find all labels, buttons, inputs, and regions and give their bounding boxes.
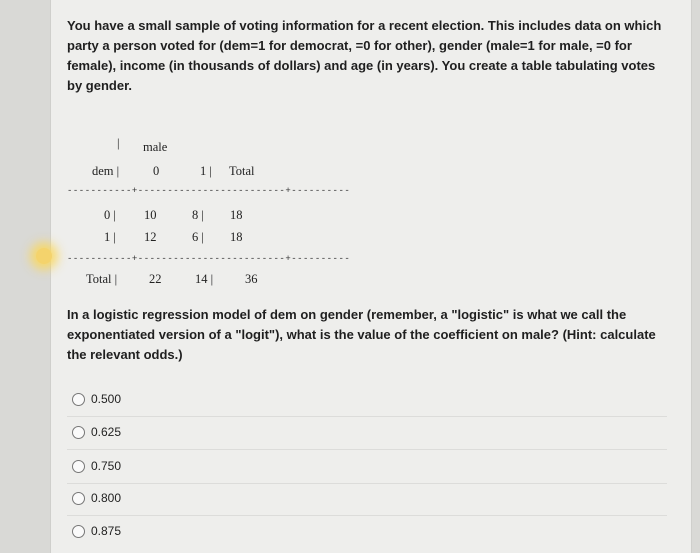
radio-button[interactable] xyxy=(72,525,85,538)
cursor-highlight xyxy=(36,248,52,264)
option-1[interactable] xyxy=(72,423,672,441)
table-total-label: Total | xyxy=(86,272,118,286)
table-col-total: Total xyxy=(229,164,255,178)
table-row-0-label: 0 | xyxy=(104,208,116,222)
option-label: 0.500 xyxy=(91,392,122,406)
option-label: 0.800 xyxy=(91,491,122,505)
option-label: 0.625 xyxy=(91,425,122,439)
table-header-group: male xyxy=(143,140,168,154)
radio-button[interactable] xyxy=(72,393,85,406)
divider xyxy=(67,416,667,417)
table-total-c1: 14 | xyxy=(195,272,214,286)
option-3[interactable] xyxy=(72,489,672,507)
table-total-c0: 22 xyxy=(149,272,162,286)
table-row-0-c1: 8 | xyxy=(192,208,204,222)
table-col-0: 0 xyxy=(153,164,160,178)
option-4[interactable] xyxy=(72,522,672,540)
option-0[interactable] xyxy=(72,390,672,408)
table-row-0-c0: 10 xyxy=(144,208,157,222)
table-bottom-rule: -----------+-------------------------+---------- xyxy=(67,254,351,264)
option-label: 0.750 xyxy=(91,459,122,473)
question-text: You have a small sample of voting information for a recent election. This includes data on which party a person voted for (dem=1 for democrat, =0 for other), gender (male=1 for male, =0 for female), income (in thousands of dollars) and age (in years). You create a table tabulating votes by gender. xyxy=(67,18,662,93)
table-col-1: 1 | xyxy=(200,164,212,178)
divider xyxy=(67,483,667,484)
radio-button[interactable] xyxy=(72,426,85,439)
table-row-var: dem | xyxy=(92,164,120,178)
table-row-1-c0: 12 xyxy=(144,230,157,244)
option-label: 0.875 xyxy=(91,524,122,538)
table-row-1-c1: 6 | xyxy=(192,230,204,244)
table-header-pipe: | xyxy=(117,136,120,150)
radio-button[interactable] xyxy=(72,492,85,505)
table-row-1-label: 1 | xyxy=(104,230,116,244)
radio-button[interactable] xyxy=(72,460,85,473)
table-row-1-total: 18 xyxy=(230,230,243,244)
prompt-text: In a logistic regression model of dem on gender (remember, a "logistic" is what we call the exponentiated version of a "logit"), what is the value of the coefficient on male? (Hint: calculate the relevant odds.) xyxy=(67,307,656,362)
table-top-rule: -----------+-------------------------+---------- xyxy=(67,186,351,196)
option-2[interactable] xyxy=(72,457,672,475)
table-total-all: 36 xyxy=(245,272,258,286)
divider xyxy=(67,449,667,450)
table-row-0-total: 18 xyxy=(230,208,243,222)
divider xyxy=(67,515,667,516)
